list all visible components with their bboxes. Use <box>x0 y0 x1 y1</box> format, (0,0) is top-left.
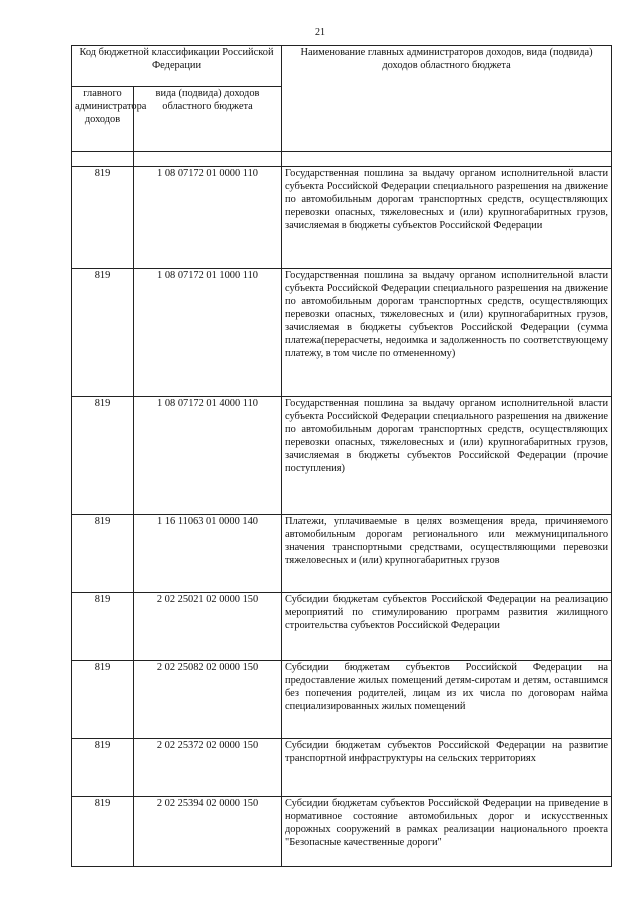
table-row <box>72 661 612 739</box>
description-cell: Субсидии бюджетам субъектов Российской Федерации на развитие транспортной инфраструктуры на сельских территориях <box>282 739 612 797</box>
table-row <box>72 397 612 515</box>
income-code-cell: 1 08 07172 01 1000 110 <box>134 269 282 397</box>
admin-code-cell: 819 <box>72 167 134 269</box>
income-code-cell: 2 02 25082 02 0000 150 <box>134 661 282 739</box>
income-code-cell: 2 02 25021 02 0000 150 <box>134 593 282 661</box>
header-spacer-row <box>72 152 612 167</box>
income-code-cell: 1 08 07172 01 0000 110 <box>134 167 282 269</box>
admin-code-cell: 819 <box>72 661 134 739</box>
table-row <box>72 797 612 867</box>
description-cell: Государственная пошлина за выдачу органом исполнительной власти субъекта Российской Федерации специального разрешения на движение по автомобильным дорогам транспортных средств, осуществляющих перевозки опасных, тяжеловесных и (или) крупногабаритных грузов, зачисляемая в бюджеты субъектов Российской Федерации <box>282 167 612 269</box>
table-row <box>72 515 612 593</box>
description-cell: Государственная пошлина за выдачу органом исполнительной власти субъекта Российской Федерации специального разрешения на движение по автомобильным дорогам транспортных средств, осуществляющих перевозки опасных, тяжеловесных и (или) крупногабаритных грузов, зачисляемая в бюджеты субъектов Российской Федерации (прочие поступления) <box>282 397 612 515</box>
header-admin-column: главного администратора доходов <box>72 87 134 152</box>
income-code-cell: 1 16 11063 01 0000 140 <box>134 515 282 593</box>
table-row <box>72 593 612 661</box>
spacer-cell <box>72 152 134 167</box>
spacer-cell <box>134 152 282 167</box>
spacer-cell <box>282 152 612 167</box>
page-number: 21 <box>315 27 325 38</box>
income-code-cell: 1 08 07172 01 4000 110 <box>134 397 282 515</box>
header-code-group: Код бюджетной классификации Российской Федерации <box>72 46 282 87</box>
table-row <box>72 739 612 797</box>
admin-code-cell: 819 <box>72 593 134 661</box>
table-row <box>72 167 612 269</box>
admin-code-cell: 819 <box>72 797 134 867</box>
description-cell: Государственная пошлина за выдачу органом исполнительной власти субъекта Российской Федерации специального разрешения на движение по автомобильным дорогам транспортных средств, осуществляющих перевозки опасных, тяжеловесных и (или) крупногабаритных грузов, зачисляемая в бюджеты субъектов Российской Федерации (сумма платежа(перерасчеты, недоимка и задолженность по соответствующему платежу, в том числе по отмененному) <box>282 269 612 397</box>
budget-classification-table <box>71 45 612 867</box>
income-code-cell: 2 02 25372 02 0000 150 <box>134 739 282 797</box>
description-cell: Субсидии бюджетам субъектов Российской Федерации на реализацию мероприятий по стимулированию программ развития жилищного строительства субъектов Российской Федерации <box>282 593 612 661</box>
header-row <box>72 46 612 87</box>
admin-code-cell: 819 <box>72 515 134 593</box>
description-cell: Субсидии бюджетам субъектов Российской Федерации на предоставление жилых помещений детям-сиротам и детям, оставшимся без попечения родителей, лицам из их числа по договорам найма специализированных жилых помещений <box>282 661 612 739</box>
description-cell: Субсидии бюджетам субъектов Российской Федерации на приведение в нормативное состояние автомобильных дорог и искусственных дорожных сооружений в рамках реализации национального проекта "Безопасные качественные дороги" <box>282 797 612 867</box>
admin-code-cell: 819 <box>72 269 134 397</box>
description-cell: Платежи, уплачиваемые в целях возмещения вреда, причиняемого автомобильным дорогам регионального или межмуниципального значения транспортными средствами, осуществляющими перевозки тяжеловесных и (или) крупногабаритных грузов <box>282 515 612 593</box>
table-row <box>72 269 612 397</box>
header-income-column: вида (подвида) доходов областного бюджета <box>134 87 282 152</box>
admin-code-cell: 819 <box>72 397 134 515</box>
admin-code-cell: 819 <box>72 739 134 797</box>
header-name-column: Наименование главных администраторов доходов, вида (подвида) доходов областного бюджета <box>282 46 612 152</box>
income-code-cell: 2 02 25394 02 0000 150 <box>134 797 282 867</box>
